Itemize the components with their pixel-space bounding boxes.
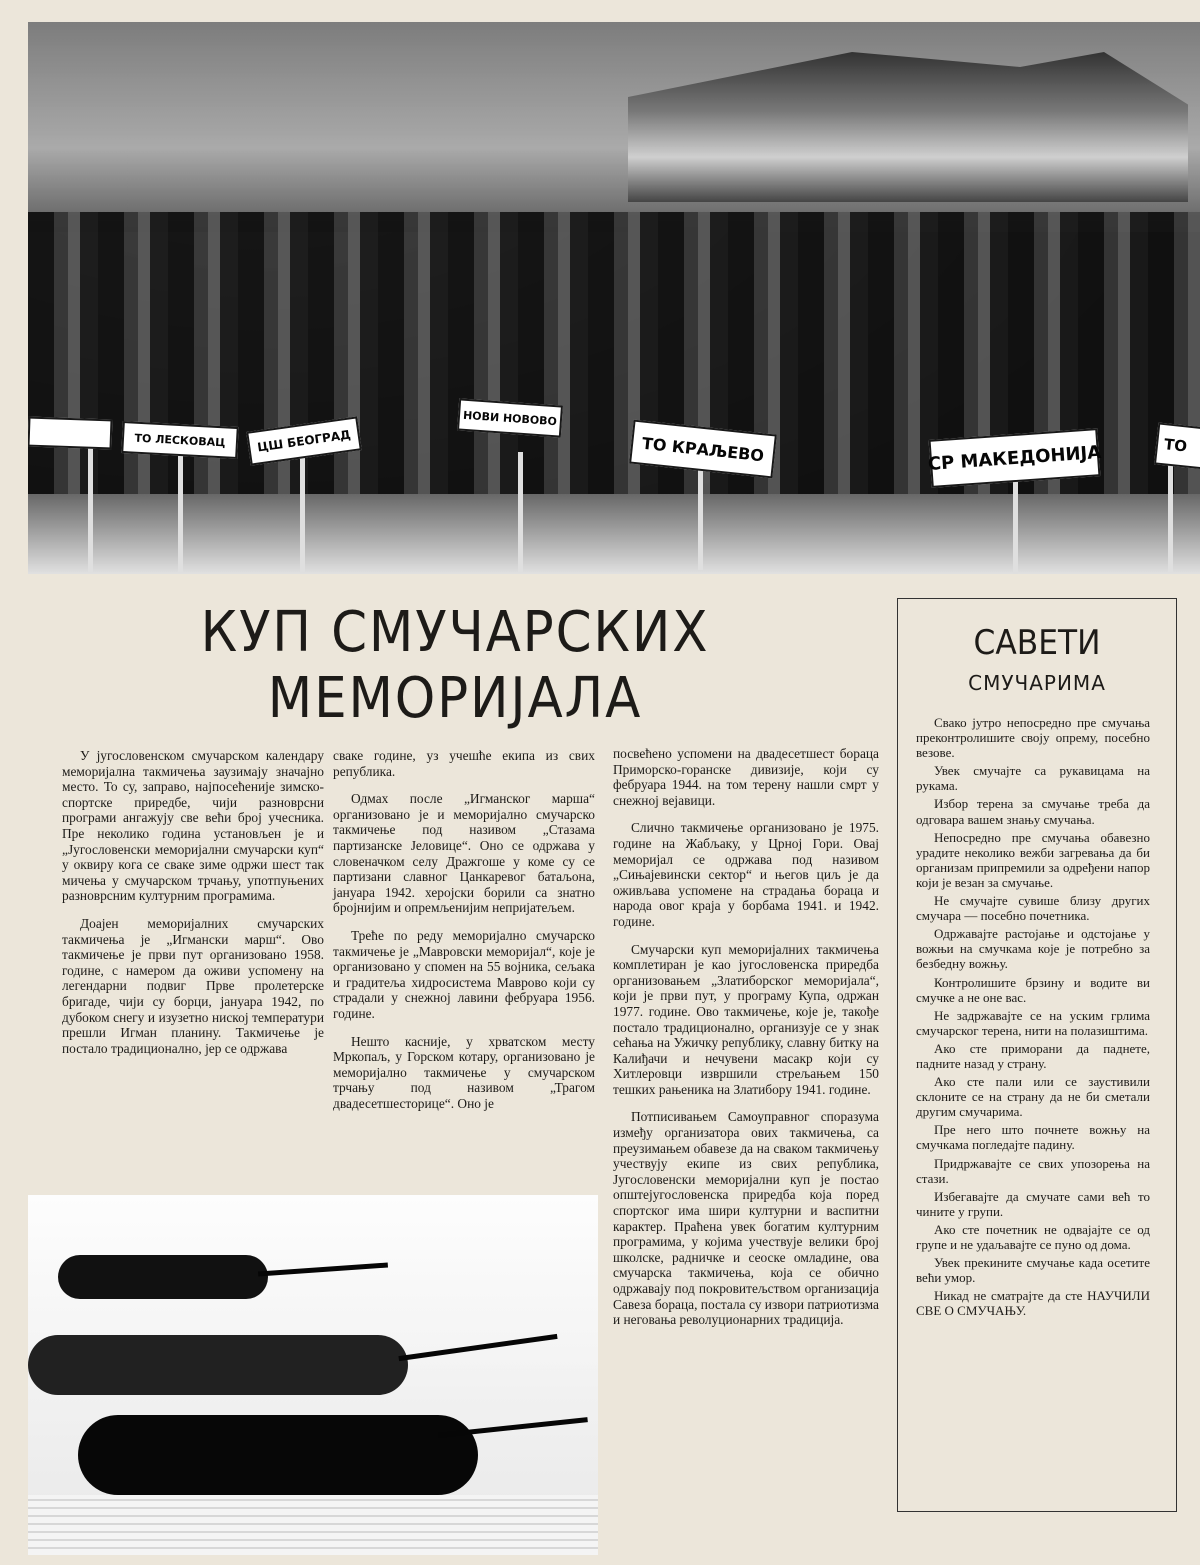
tip-item: Свако јутро непосредно пре смучања преконтролишите своју опрему, посебно везове. <box>916 715 1150 761</box>
team-sign <box>28 417 112 450</box>
tip-item: Избор терена за смучање треба да одговара вашем знању смучања. <box>916 796 1150 827</box>
team-sign-beograd: ЦШ БЕОГРАД <box>246 416 362 465</box>
photo-shooter <box>78 1415 478 1495</box>
article-headline <box>73 600 837 732</box>
tip-item: Избегавајте да смучате сами већ то чините у групи. <box>916 1188 1150 1219</box>
team-sign-makedonija: СР МАКЕДОНИЈА <box>929 428 1101 488</box>
paragraph: сваке године, уз учешће екипа из свих република. <box>333 748 595 779</box>
paragraph: У југословенском смучарском календару меморијална такмичења заузимају значајно место. То су, заправо, најпосећеније зимско-спортске приредбе, чији разноврсни програми ангажују све већи број учесника. Пре неколико година установљен је и „Југословенски меморијални смучарски куп“ у оквиру кога се сваке зиме одржи шест так мичења у смучарском трчању, употпуњених разноврсним културним програмима. <box>62 748 324 904</box>
paragraph: посвећено успомени на двадесетшест бораца Приморско-горанске дивизије, који су фебруара 1944. на том терену нашли смрт у снежној вејавици. <box>613 746 879 808</box>
tip-item: Ако сте пали или се заустивили склоните се на страну да не би сметали другим смучарима. <box>916 1074 1150 1120</box>
tips-list <box>916 715 1150 1321</box>
tip-item: Одржавајте растојање и одстојање у вожњи на смучкама које је потребно за безбедну вожњу. <box>916 926 1150 972</box>
photo-snow-ground <box>28 494 1200 574</box>
photo-snow-ground <box>28 1495 598 1555</box>
tip-item: Не смучајте сувише близу других смучара — посебно почетника. <box>916 893 1150 924</box>
sign-stick <box>518 452 523 572</box>
headline-line-1: КУП СМУЧАРСКИХ <box>200 600 710 665</box>
article-column-3 <box>613 746 879 1340</box>
sign-stick <box>300 452 305 572</box>
photo-shooter <box>58 1255 268 1299</box>
top-photo-skiers-lineup <box>28 22 1200 574</box>
sign-stick <box>178 447 183 572</box>
headline-line-2: МЕМОРИЈАЛА <box>267 666 643 731</box>
tip-item: Никад не сматрајте да сте НАУЧИЛИ СВЕ О СМУЧАЊУ. <box>916 1288 1150 1319</box>
paragraph: Треће по реду меморијално смучарско такмичење је „Мавровски меморијал“, које је организовано у спомен на 55 војника, сељака и градитеља хидросистема Маврово који су страдали у снежној лавини фебруара 1956. године. <box>333 927 595 1021</box>
sign-stick <box>1168 462 1173 572</box>
tips-title: САВЕТИ <box>973 623 1101 663</box>
tip-item: Увек прекините смучање када осетите већи умор. <box>916 1255 1150 1286</box>
tip-item: Контролишите брзину и водите ви смучке а не оне вас. <box>916 974 1150 1005</box>
team-sign-leskovac: ТО ЛЕСКОВАЦ <box>121 421 239 459</box>
photo-rifle <box>258 1262 388 1276</box>
photo-shooter <box>28 1335 408 1395</box>
team-sign-novovo: НОВИ НОВОВО <box>457 398 563 437</box>
article-column-2 <box>333 748 595 1123</box>
tips-sidebar-box <box>897 598 1177 1512</box>
tip-item: Не задржавајте се на уским грлима смучарског терена, нити на полазиштима. <box>916 1007 1150 1038</box>
tip-item: Ако сте приморани да паднете, падните назад у страну. <box>916 1040 1150 1071</box>
sign-stick <box>698 470 703 570</box>
article-column-1 <box>62 748 324 1068</box>
paragraph: Смучарски куп меморијалних такмичења комплетиран је као југословенска приредба организовањем „Златиборског меморијала“, који је први пут, у програму Купа, одржан 1977. године. Ово такмичење, које је, такође постало традиционално, организује се у знак сећања на Ужичку републику, славну битку на Калиђачи и нечувени масакр који су Хитлеровци извршили стрељањем 150 тешких рањеника на Златибору 1941. године. <box>613 941 879 1097</box>
tip-item: Пре него што почнете вожњу на смучкама погледајте падину. <box>916 1122 1150 1153</box>
tip-item: Ако сте почетник не одвајајте се од групе и не удаљавајте се пуно од дома. <box>916 1221 1150 1252</box>
paragraph: Слично такмичење организовано је 1975. године на Жабљаку, у Црној Гори. Овај меморијал се одржава под називом „Сињајевински сектор“ и његов циљ је да оживљава успомене на страдања бораца и народа овог краја у борбама 1941. и 1942. године. <box>613 820 879 929</box>
tip-item: Придржавајте се свих упозорења на стази. <box>916 1155 1150 1186</box>
paragraph: Доајен меморијалних смучарских такмичења је „Игмански марш“. Ово такмичење је први пут организовано 1958. године, с намером да оживи успомену на легендарни подвиг Прве пролетерске бригаде, чији су борци, јануара 1942, по дубоком снегу и изузетно ниској температури прешли Игман планину. Такмичење је постало традиционално, јер се одржава <box>62 915 324 1056</box>
paragraph: Потписивањем Самоуправног споразума између организатора ових такмичења, са преузимањем обавезе да на сваком такмичењу учествују екипе из свих република, Југословенски меморијални куп је постао општејугословенска приредба која поред спортског има шири културни и васпитни карактер. Праћена увек богатим културним програмима, у којима учествује велики број школске, радничке и сеоске омладине, ова смучарска такмичења, која се обично одржавају под покровитељством организација Савеза бораца, постала су извори патриотизма и неговања револуционарних традиција. <box>613 1109 879 1328</box>
sign-stick <box>88 442 93 572</box>
tip-item: Увек смучајте са рукавицама на рукама. <box>916 763 1150 794</box>
bottom-photo-biathlon-shooters <box>28 1195 598 1555</box>
team-sign-kraljevo: ТО КРАЉЕВО <box>629 420 777 479</box>
tips-subtitle: СМУЧАРИМА <box>968 671 1106 695</box>
tip-item: Непосредно пре смучања обавезно урадите неколико вежби загревања да би организам припремили за одређени напор који је везан за смучање. <box>916 829 1150 890</box>
paragraph: Одмах после „Игманског марша“ организовано је и меморијално смучарско такмичење под називом „Стазама партизанске Јеловице“. Оно се одржава у словеначком селу Дражгоше у коме су се партизани славног Цанкаревог батаљона, јануара 1942. херојски борили са знатно бројнијим и опремљенијим непријатељем. <box>333 791 595 916</box>
team-sign-partial: ТО <box>1154 422 1200 471</box>
paragraph: Нешто касније, у хрватском месту Мркопаљ, у Горском котару, организовано је меморијално такмичење у смучарском трчању под називом „Трагом двадесетшесторице“. Оно је <box>333 1033 595 1111</box>
sign-stick <box>1013 474 1018 574</box>
photo-rifle <box>398 1334 557 1361</box>
